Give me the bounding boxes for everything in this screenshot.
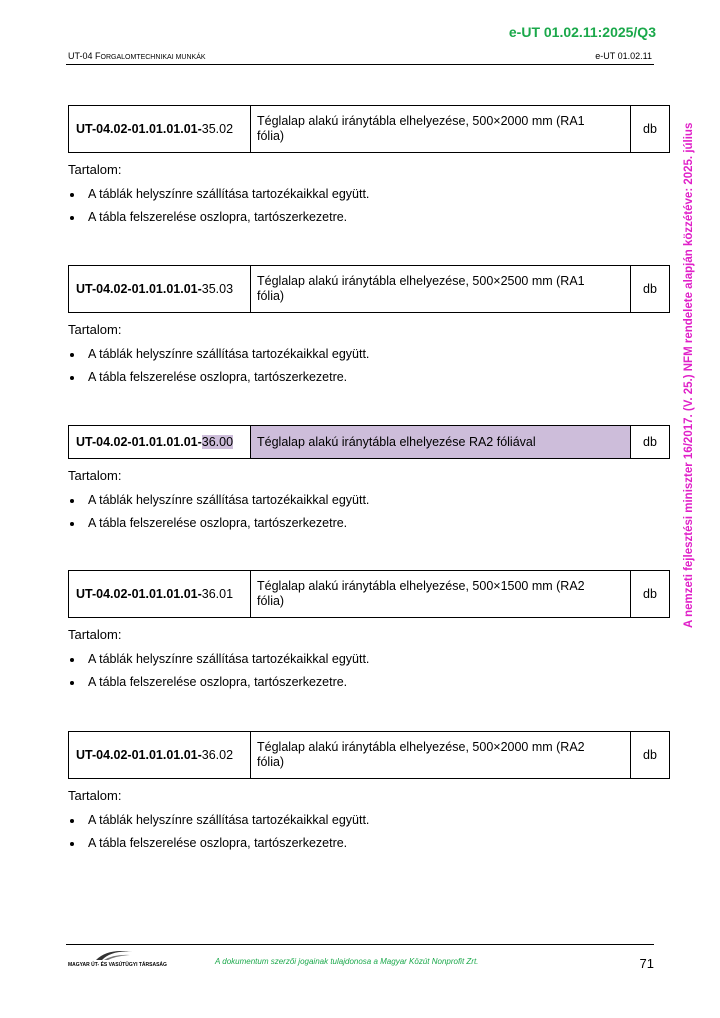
header-doc-ref: e-UT 01.02.11 [595, 51, 652, 61]
content-label: Tartalom: [68, 162, 122, 177]
item-row [68, 570, 670, 618]
item-unit: db [643, 748, 657, 762]
item-code: UT-04.02-01.01.01.01- 36.02 [69, 732, 251, 778]
item-unit: db [643, 435, 657, 449]
item-unit: db [643, 587, 657, 601]
item-block-highlighted [68, 425, 670, 535]
page-number: 71 [639, 956, 654, 971]
item-description: Téglalap alakú iránytábla elhelyezése RA2 fóliával [251, 426, 631, 458]
item-description: Téglalap alakú iránytábla elhelyezése, 500×2000 mm (RA1 fólia) [251, 106, 631, 152]
footer-divider [66, 944, 654, 945]
logo-swoosh-icon [94, 948, 134, 962]
item-description: Téglalap alakú iránytábla elhelyezése, 500×2500 mm (RA1 fólia) [251, 266, 631, 312]
content-list [68, 489, 670, 535]
item-code: UT-04.02-01.01.01.01- 35.02 [69, 106, 251, 152]
item-unit: db [643, 282, 657, 296]
item-row [68, 265, 670, 313]
item-row [68, 105, 670, 153]
item-row [68, 425, 670, 459]
content-label: Tartalom: [68, 322, 122, 337]
list-item: A tábla felszerelése oszlopra, tartószerkezetre. [68, 671, 670, 694]
copyright-note: A dokumentum szerzői jogainak tulajdonosa a Magyar Közút Nonprofit Zrt. [215, 957, 479, 966]
item-block [68, 105, 670, 229]
item-description: Téglalap alakú iránytábla elhelyezése, 500×2000 mm (RA2 fólia) [251, 732, 631, 778]
content-list [68, 343, 670, 389]
list-item: A tábla felszerelése oszlopra, tartószerkezetre. [68, 366, 670, 389]
list-item: A tábla felszerelése oszlopra, tartószerkezetre. [68, 512, 670, 535]
logo-text: MAGYAR ÚT- ÉS VASÚTÜGYI TÁRSASÁG [68, 962, 167, 968]
item-code: UT-04.02-01.01.01.01- 36.00 [69, 426, 251, 458]
document-code: e-UT 01.02.11:2025/Q3 [508, 24, 656, 40]
list-item: A táblák helyszínre szállítása tartozékaikkal együtt. [68, 809, 670, 832]
item-block [68, 265, 670, 389]
content-list [68, 183, 670, 229]
list-item: A táblák helyszínre szállítása tartozékaikkal együtt. [68, 489, 670, 512]
content-label: Tartalom: [68, 788, 122, 803]
list-item: A táblák helyszínre szállítása tartozékaikkal együtt. [68, 183, 670, 206]
content-list [68, 648, 670, 694]
running-header [66, 50, 654, 65]
item-block [68, 731, 670, 855]
content-list [68, 809, 670, 855]
list-item: A tábla felszerelése oszlopra, tartószerkezetre. [68, 832, 670, 855]
item-block [68, 570, 670, 694]
item-unit: db [643, 122, 657, 136]
list-item: A táblák helyszínre szállítása tartozékaikkal együtt. [68, 648, 670, 671]
list-item: A tábla felszerelése oszlopra, tartószerkezetre. [68, 206, 670, 229]
item-description: Téglalap alakú iránytábla elhelyezése, 500×1500 mm (RA2 fólia) [251, 571, 631, 617]
list-item: A táblák helyszínre szállítása tartozékaikkal együtt. [68, 343, 670, 366]
item-code: UT-04.02-01.01.01.01- 36.01 [69, 571, 251, 617]
content-label: Tartalom: [68, 468, 122, 483]
header-section-title: UT-04 FORGALOMTECHNIKAI MUNKÁK [68, 51, 206, 61]
society-logo [68, 948, 178, 972]
side-publication-note: A nemzeti fejlesztési miniszter 16/2017. (V. 25.) NFM rendelete alapján közzétéve: 2025. július [683, 122, 695, 628]
item-code: UT-04.02-01.01.01.01- 35.03 [69, 266, 251, 312]
item-row [68, 731, 670, 779]
content-label: Tartalom: [68, 627, 122, 642]
